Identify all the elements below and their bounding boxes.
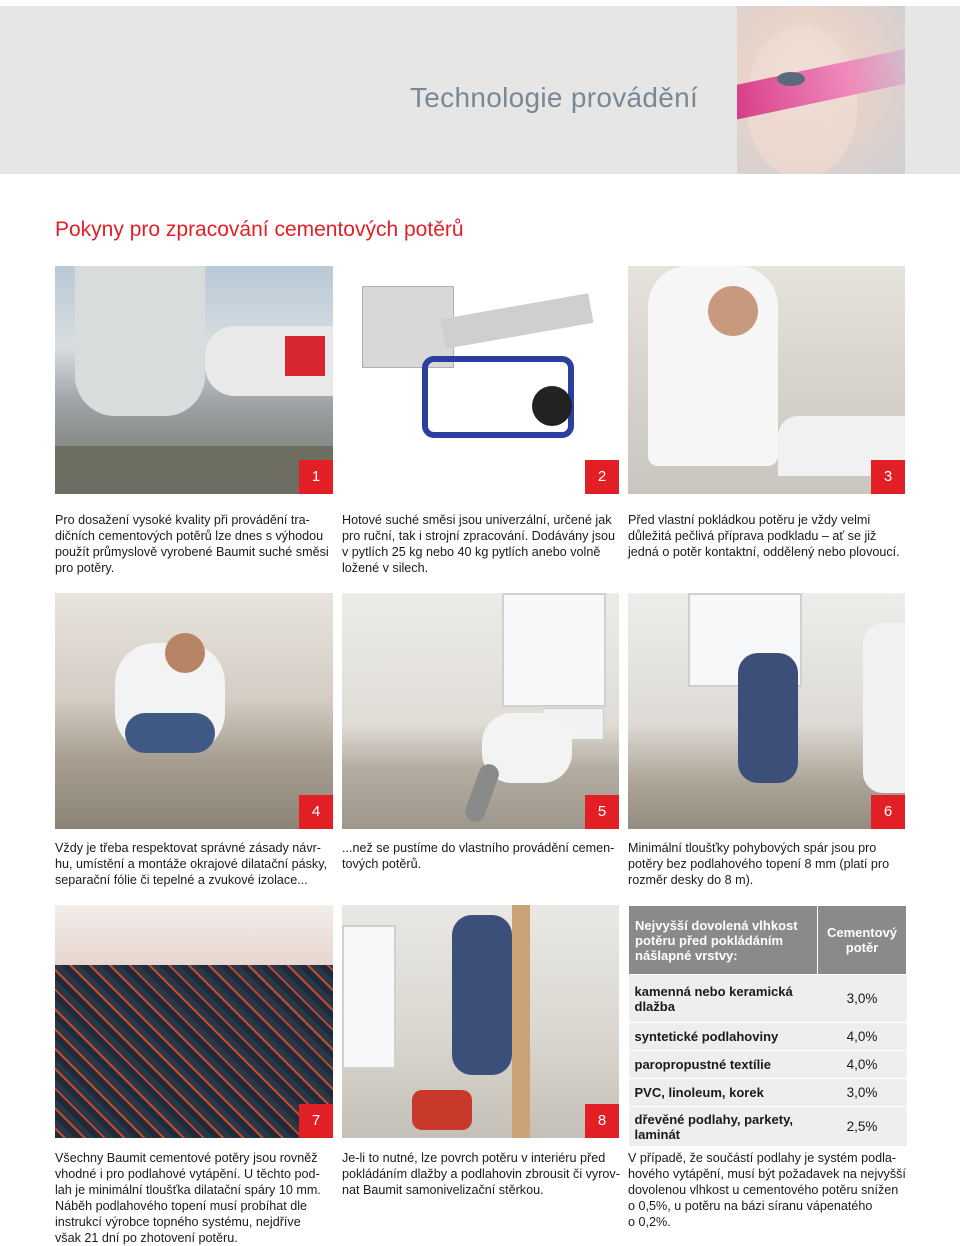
photo-number-badge: 3 [871,460,905,494]
ground-shape [55,446,333,494]
machine-arm-shape [441,293,594,349]
caption-4: Vždy je třeba respektovat správné zásady návr- hu, umístění a montáže okrajové dilatační pásky, separační fólie či tepelné a zvukové izolace... [55,841,328,887]
window-shape [502,593,606,707]
row-value: 3,0% [818,1079,907,1107]
photo-underfloor-heating [55,905,333,1138]
worker-head-shape [165,633,205,673]
header-photo-face [737,6,905,174]
row-material: paropropustné textílie [629,1051,818,1079]
worker-head-shape [708,286,758,336]
jeans-shape [125,713,215,753]
photo-workers-pouring [628,593,905,829]
photo-number-badge: 4 [299,795,333,829]
photo-number-badge: 8 [585,1104,619,1138]
caption-9: V případě, že součástí podlahy je systém podla- hového vytápění, musí být požadavek na nejvyšší dovolenou vlhkost u cementového potěru snížen o 0,5%, u potěru na bázi síranu vápenatého o 0,2%. [628,1151,906,1229]
caption-8: Je-li to nutné, lze povrch potěru v interiéru před pokládáním dlažby a podlahovin zbrousit či vyrov- nat Baumit samonivelizační stěrkou. [342,1151,620,1197]
photo-floor-grinding [342,905,619,1138]
moisture-table [628,905,907,1147]
photo-worker-hose [342,593,619,829]
caption-7: Všechny Baumit cementové potěry jsou rovněž vhodné i pro podlahové vytápění. U těchto pod- lah je minimální tloušťka dilatační spáry 10 mm. Náběh podlahového topení musí probíhat dle instrukcí výrobce topného systému, nejdříve však 21 dní po zhotovení potěru. [55,1151,321,1245]
photo-number-badge: 6 [871,795,905,829]
silo-shape [75,266,205,416]
table-header-left: Nejvyšší dovolená vlhkost potěru před pokládáním nášlapné vrstvy: [629,906,818,975]
worker-shape [452,915,512,1075]
photo-number-badge: 2 [585,460,619,494]
section-title: Pokyny pro zpracování cementových potěrů [55,218,464,241]
table-row [629,1023,907,1051]
row-value: 4,0% [818,1023,907,1051]
row-value: 2,5% [818,1107,907,1147]
grinder-machine-shape [412,1090,472,1130]
caption-6: Minimální tloušťky pohybových spár jsou pro potěry bez podlahového topení 8 mm (platí pro rozměr desky do 8 m). [628,841,890,887]
hose-shape [462,761,501,824]
wheel-shape [532,386,572,426]
photo-pump-machine [342,266,619,494]
row-value: 3,0% [818,975,907,1023]
wall-shape [55,905,333,965]
photo-number-badge: 1 [299,460,333,494]
caption-5: ...než se pustíme do vlastního provádění cemen- tových potěrů. [342,841,615,871]
caption-3: Před vlastní pokládkou potěru je vždy velmi důležitá pečlivá příprava podkladu – ať se již jedná o potěr kontaktní, oddělený nebo plovoucí. [628,513,900,559]
photo-worker-edge-prep [628,266,905,494]
table-header-row [629,906,907,975]
page-title: Technologie provádění [410,82,699,113]
row-material: syntetické podlahoviny [629,1023,818,1051]
photo-silo [55,266,333,494]
row-material: dřevěné podlahy, parkety, laminát [629,1107,818,1147]
row-material: PVC, linoleum, korek [629,1079,818,1107]
table-row [629,1107,907,1147]
caption-2: Hotové suché směsi jsou univerzální, určené jak pro ruční, tak i strojní zpracování. Dodávány jsou v pytlích 25 kg nebo 40 kg pytlích anebo volně ložené v silech. [342,513,615,575]
row-value: 4,0% [818,1051,907,1079]
table-row [629,1051,907,1079]
row-material: kamenná nebo keramická dlažba [629,975,818,1023]
caption-1: Pro dosažení vysoké kvality při provádění tra- dičních cementových potěrů lze dnes s výhodou použít průmyslově vyrobené Baumit suché směsi pro potěry. [55,513,329,575]
worker-shape [863,623,905,793]
wooden-post-shape [512,905,530,1138]
photo-number-badge: 5 [585,795,619,829]
table-row [629,1079,907,1107]
table-row [629,975,907,1023]
photo-worker-leveling [55,593,333,829]
photo-number-badge: 7 [299,1104,333,1138]
truck-logo-shape [285,336,325,376]
table-header-right: Cementový potěr [818,906,907,975]
worker-shape [738,653,798,783]
window-shape [342,925,396,1069]
eye-shape [777,72,805,86]
